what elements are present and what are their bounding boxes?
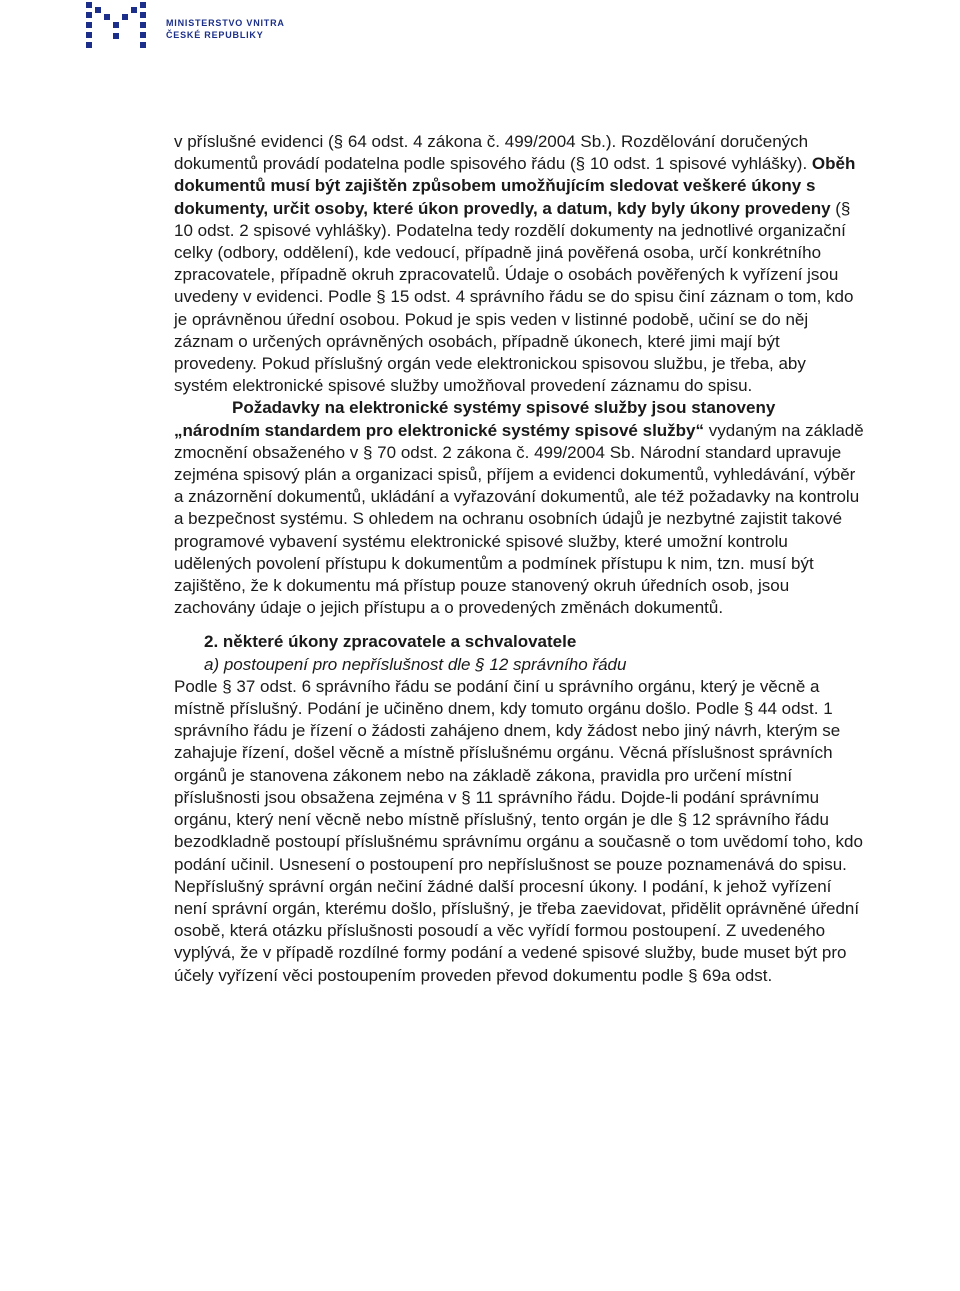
paragraph-1 [174,131,864,397]
paragraph-1-text-a: v příslušné evidenci (§ 64 odst. 4 zákona č. 499/2004 Sb.). Rozdělování doručených dokumentů provádí podatelna podle spisového řádu (§ 10 odst. 1 spisové vyhlášky). [174,132,812,174]
document-body [174,131,864,987]
paragraph-2-bold: Požadavky na elektronické systémy spisové služby jsou stanoveny „národním standardem pro elektronické systémy spisové služby“ [174,398,776,440]
section-2-subheading: a) postoupení pro nepříslušnost dle § 12 správního řádu [204,654,627,674]
section-2 [174,631,864,986]
logo-line-2: ČESKÉ REPUBLIKY [166,30,264,40]
paragraph-2-text: vydaným na základě zmocnění obsaženého v § 70 odst. 2 zákona č. 499/2004 Sb. Národní standard upravuje zejména spisový plán a organizaci spisů, příjem a evidenci dokumentů, vyhledávání, výběr a znázornění dokumentů, ukládání a vyřazování dokumentů, ale též požadavky na kontrolu a bezpečnost systému. S ohledem na ochranu osobních údajů je nezbytné zajistit takové programové vybavení systému elektronické spisové služby, které umožní kontrolu udělených povolení přístupu k dokumentům a podmínek přístupu k nim, tzn. musí být zajištěno, že k dokumentu má přístup pouze stanovený okruh úředních osob, jsou zachovány údaje o jejich přístupu a o provedených změnách dokumentů. [174,420,864,618]
paragraph-1-bold: Oběh dokumentů musí být zajištěn způsobem umožňujícím sledovat veškeré úkony s dokumenty, určit osoby, které úkon provedly, a datum, kdy byly úkony provedeny [174,154,856,218]
paragraph-1-text-b: (§ 10 odst. 2 spisové vyhlášky). Podatelna tedy rozdělí dokumenty na jednotlivé organizační celky (odbory, oddělení), kde vedoucí, případně jiná pověřená osoba, určí konkrétního zpracovatele, případně okruh zpracovatelů. Údaje o osobách pověřených k vyřízení jsou uvedeny v evidenci. Podle § 15 odst. 4 správního řádu se do spisu činí záznam o tom, kdo je oprávněnou úřední osobou. Pokud je spis veden v listinné podobě, učiní se do něj záznam o určených oprávněných osobách, případně úkonech, které jimi mají být provedeny. Pokud příslušný orgán vede elektronickou spisovou službu, je třeba, aby systém elektronické spisové služby umožňoval provedení záznamu do spisu. [174,198,854,396]
ministry-logo-mark-icon [86,2,154,48]
paragraph-2 [174,397,864,619]
ministry-logo [86,2,285,48]
section-2-body: Podle § 37 odst. 6 správního řádu se podání činí u správního orgánu, který je věcně a místně příslušný. Podání je učiněno dnem, kdy tomuto orgánu došlo. Podle § 44 odst. 1 správního řádu je řízení o žádosti zahájeno dnem, kdy žádost nebo jiný návrh, kterým se zahajuje řízení, došel věcně a místně příslušnému orgánu. Věcná příslušnost správních orgánů je stanovena zákonem nebo na základě zákona, pravidla pro určení místní příslušnosti jsou obsažena zejména v § 11 správního řádu. Dojde-li podání správnímu orgánu, který není věcně nebo místně příslušný, tento orgán je dle § 12 správního řádu bezodkladně postoupí příslušnému správnímu orgánu a současně o tom uvědomí toho, kdo podání učinil. Usnesení o postoupení pro nepříslušnost se pouze poznamenává do spisu. Nepříslušný správní orgán nečiní žádné další procesní úkony. I podání, k jehož vyřízení není správní orgán, kterému došlo, příslušný, je třeba zaevidovat, přidělit oprávněné úřední osobě, která otázku příslušnosti posoudí a věc vyřídí formou postoupení. Z uvedeného vyplývá, že v případě rozdílné formy podání a vedené spisové služby, bude muset být pro účely vyřízení věci postoupením proveden převod dokumentu podle § 69a odst. [174,676,863,985]
section-2-heading: 2. některé úkony zpracovatele a schvalovatele [204,632,577,652]
logo-line-1: MINISTERSTVO VNITRA [166,18,285,28]
